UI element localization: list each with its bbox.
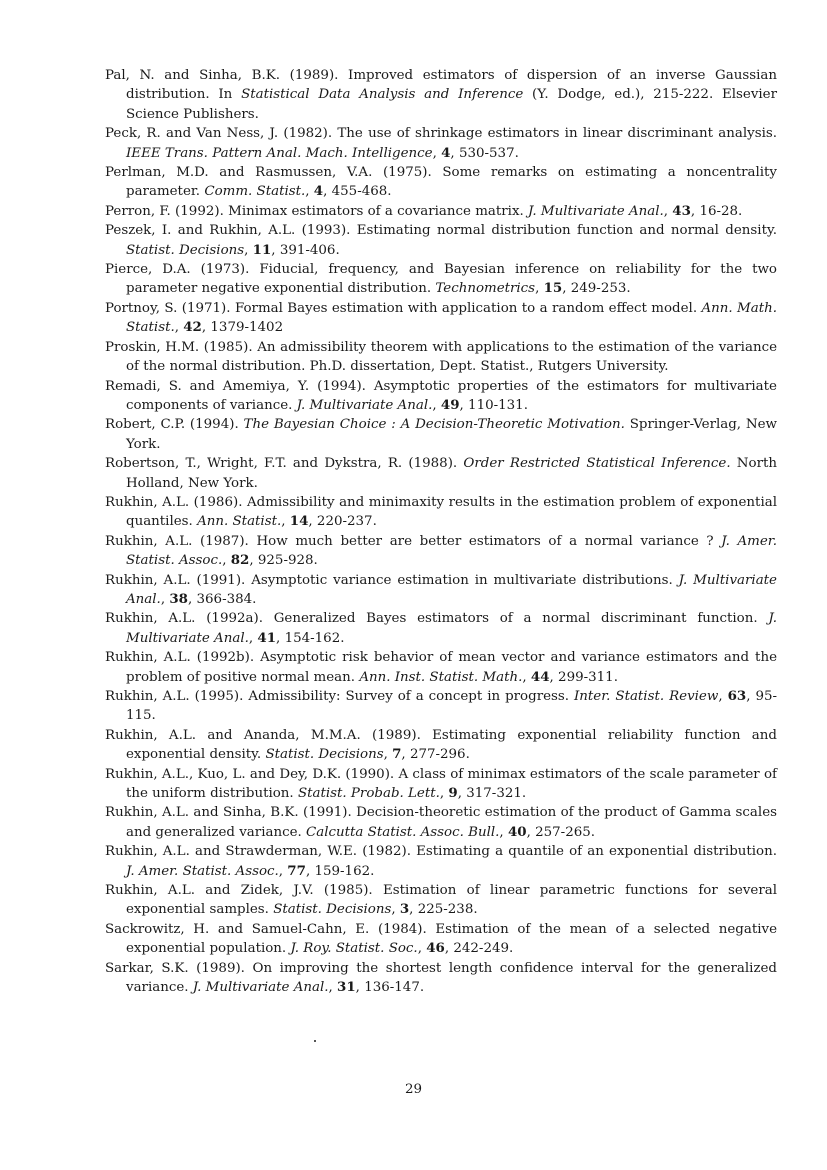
reference-entry: Rukhin, A.L. (1987). How much better are better estimators of a normal variance ? J. Amer. Statist. Assoc., 82, 925-928.: [105, 533, 777, 569]
reference-entry: Pierce, D.A. (1973). Fiducial, frequency, and Bayesian inference on reliability for the two parameter negative exponential distribution. Technometrics, 15, 249-253.: [105, 262, 777, 297]
reference-text: Decision-theoretic estimation of the product of Gamma scales and generalized variance.: [126, 805, 777, 840]
reference-authors: Rukhin, A.L. (1992b).: [105, 650, 255, 666]
reference-authors: Peszek, I. and Rukhin, A.L. (1993).: [105, 223, 351, 239]
reference-text: On improving the shortest length confidence interval for the generalized variance.: [126, 960, 778, 996]
reference-entry: Rukhin, A.L., Kuo, L. and Dey, D.K. (1990). A class of minimax estimators of the scale parameter of the uniform distribution. Statist. Probab. Lett., 9, 317-321.: [105, 766, 777, 802]
reference-text: Admissibility: Survey of a concept in progress.: [248, 689, 570, 704]
reference-source: Calcutta Statist. Assoc. Bull.: [306, 824, 500, 840]
reference-source: Ann. Statist.: [197, 514, 282, 530]
reference-text: Asymptotic variance estimation in multivariate distributions.: [251, 572, 673, 588]
reference-source: J. Multivariate Anal.: [296, 397, 433, 413]
reference-authors: Rukhin, A.L. (1992a).: [105, 611, 263, 627]
reference-text: Asymptotic properties of the estimators for multivariate components of variance.: [126, 378, 777, 413]
reference-source: Statist. Decisions: [273, 902, 392, 918]
reference-authors: Rukhin, A.L. and Sinha, B.K. (1991).: [105, 805, 352, 821]
reference-pages: Springer-Verlag, New York.: [126, 417, 777, 452]
reference-pages: 242-249.: [453, 941, 514, 957]
reference-authors: Perron, F. (1992).: [105, 203, 224, 219]
reference-volume: 77: [287, 862, 306, 879]
reference-text: Estimating exponential reliability function and exponential density.: [126, 727, 777, 763]
reference-text: Improved estimators of dispersion of an inverse Gaussian distribution. In: [126, 68, 777, 103]
reference-volume: 82: [230, 552, 250, 569]
reference-pages: 257-265.: [535, 824, 596, 840]
reference-pages: 16-28.: [699, 203, 743, 219]
reference-text: Estimating normal distribution function and normal density.: [356, 223, 777, 239]
reference-text: Asymptotic risk behavior of mean vector and variance estimators and the problem of positive normal mean.: [126, 650, 777, 685]
reference-pages: 154-162.: [284, 630, 345, 646]
reference-volume: 63: [727, 688, 747, 704]
reference-pages: 220-237.: [316, 514, 377, 530]
reference-pages: (Y. Dodge, ed.), 215-222. Elsevier Science Publishers.: [126, 87, 777, 122]
reference-source: J. Multivariate Anal.: [126, 611, 777, 646]
reference-volume: 31: [337, 979, 356, 996]
reference-source: J. Multivariate Anal.: [528, 203, 664, 219]
reference-volume: 15: [543, 280, 563, 297]
reference-authors: Peck, R. and Van Ness, J. (1982).: [105, 126, 333, 142]
reference-pages: 530-537.: [458, 145, 519, 161]
reference-source: Ann. Inst. Statist. Math.: [359, 669, 523, 685]
reference-entry: Rukhin, A.L. (1991). Asymptotic variance estimation in multivariate distributions. J. Multivariate Anal., 38, 366-384.: [105, 572, 777, 607]
reference-authors: Rukhin, A.L. and Ananda, M.M.A. (1989).: [105, 727, 421, 743]
reference-pages: 299-311.: [558, 669, 618, 685]
reference-authors: Robert, C.P. (1994).: [105, 417, 239, 433]
reference-volume: 44: [530, 668, 550, 685]
reference-volume: 46: [426, 940, 445, 957]
reference-entry: Peck, R. and Van Ness, J. (1982). The use of shrinkage estimators in linear discriminant analysis. IEEE Trans. Pattern Anal. Mach. Intelligence, 4, 530-537.: [105, 126, 777, 161]
reference-authors: Rukhin, A.L. (1991).: [105, 572, 246, 588]
reference-volume: 42: [183, 319, 202, 336]
reference-text: The use of shrinkage estimators in linear discriminant analysis.: [337, 126, 777, 142]
reference-volume: 7: [392, 746, 402, 763]
reference-source: J. Amer. Statist. Assoc.: [126, 533, 777, 569]
reference-pages: North Holland, New York.: [126, 456, 777, 491]
reference-pages: 391-406.: [279, 242, 340, 258]
reference-volume: 14: [289, 513, 309, 530]
reference-authors: Remadi, S. and Amemiya, Y. (1994).: [105, 378, 366, 394]
reference-authors: Rukhin, A.L. and Zidek, J.V. (1985).: [105, 883, 373, 899]
reference-source: The Bayesian Choice : A Decision-Theoretic Motivation.: [243, 417, 625, 433]
reference-pages: 925-928.: [257, 553, 318, 569]
reference-pages: 277-296.: [409, 747, 470, 763]
reference-authors: Rukhin, A.L. (1995).: [105, 689, 244, 704]
reference-source: J. Multivariate Anal.: [126, 572, 777, 607]
reference-pages: 95-115.: [126, 689, 778, 724]
reference-entry: [105, 454, 777, 493]
reference-source: J. Roy. Statist. Soc.: [290, 941, 418, 957]
reference-text: Estimation of linear parametric functions for several exponential samples.: [126, 883, 777, 918]
reference-entry: [105, 66, 777, 124]
reference-text: Admissibility and minimaxity results in the estimation problem of exponential quantiles.: [126, 494, 777, 530]
reference-source: Statistical Data Analysis and Inference: [241, 87, 524, 103]
reference-entry: Peszek, I. and Rukhin, A.L. (1993). Estimating normal distribution function and normal density. Statist. Decisions, 11, 391-406.: [105, 223, 777, 258]
reference-text: An admissibility theorem with applications to the estimation of the variance of the normal distribution. Ph.D. dissertation, Dept. Statist., Rutgers University.: [126, 339, 777, 375]
reference-source: J. Amer. Statist. Assoc.: [126, 863, 279, 879]
reference-text: Some remarks on estimating a noncentrality parameter.: [126, 165, 777, 200]
reference-entry: Rukhin, A.L. and Strawderman, W.E. (1982). Estimating a quantile of an exponential distribution. J. Amer. Statist. Assoc., 77, 159-162.: [105, 844, 777, 879]
reference-entry: [105, 338, 777, 377]
reference-entry: Rukhin, A.L. and Zidek, J.V. (1985). Estimation of linear parametric functions for several exponential samples. Statist. Decisions, 3, 225-238.: [105, 883, 777, 918]
reference-pages: 110-131.: [468, 397, 528, 413]
reference-source: Statist. Decisions: [126, 242, 245, 258]
reference-text: Fiducial, frequency, and Bayesian inference on reliability for the two parameter negative exponential distribution.: [126, 262, 777, 297]
reference-volume: 41: [257, 629, 277, 646]
reference-volume: 43: [672, 202, 691, 219]
reference-authors: Proskin, H.M. (1985).: [105, 339, 253, 355]
reference-entry: Rukhin, A.L. and Ananda, M.M.A. (1989). Estimating exponential reliability function and exponential density. Statist. Decisions, 7, 277-296.: [105, 727, 777, 763]
reference-entry: Rukhin, A.L. and Sinha, B.K. (1991). Decision-theoretic estimation of the product of Gamma scales and generalized variance. Calcutta Statist. Assoc. Bull., 40, 257-265.: [105, 805, 777, 840]
reference-text: Estimation of the mean of a selected negative exponential population.: [126, 921, 777, 957]
reference-pages: 1379-1402: [210, 320, 284, 336]
reference-source: Order Restricted Statistical Inference.: [463, 456, 731, 472]
reference-authors: Rukhin, A.L., Kuo, L. and Dey, D.K. (1990).: [105, 766, 395, 782]
reference-volume: 4: [313, 183, 324, 200]
reference-source: Statist. Decisions: [265, 747, 384, 763]
stray-mark: [314, 1040, 316, 1042]
reference-authors: Pierce, D.A. (1973).: [105, 262, 250, 278]
reference-pages: 159-162.: [314, 863, 375, 879]
reference-source: Ann. Math. Statist.: [126, 300, 777, 336]
reference-volume: 49: [440, 396, 460, 413]
reference-text: A class of minimax estimators of the scale parameter of the uniform distribution.: [126, 766, 777, 802]
reference-source: Inter. Statist. Review: [574, 689, 719, 704]
reference-pages: 455-468.: [331, 184, 392, 200]
reference-volume: 11: [252, 241, 272, 258]
reference-pages: 317-321.: [466, 786, 527, 802]
reference-source: Comm. Statist.: [204, 184, 306, 200]
reference-text: Minimax estimators of a covariance matrix.: [228, 203, 524, 219]
reference-authors: Robertson, T., Wright, F.T. and Dykstra, R. (1988).: [105, 456, 458, 472]
reference-authors: Rukhin, A.L. and Strawderman, W.E. (1982).: [105, 844, 411, 860]
reference-source: J. Multivariate Anal.: [192, 980, 329, 996]
reference-entry: Rukhin, A.L. (1995). Admissibility: Survey of a concept in progress. Inter. Statist. Review, 63, 95-115.: [105, 688, 778, 724]
reference-source: Statist. Probab. Lett.: [297, 786, 440, 802]
reference-authors: Rukhin, A.L. (1987).: [105, 533, 249, 549]
reference-entry: Rukhin, A.L. (1992b). Asymptotic risk behavior of mean vector and variance estimators and the problem of positive normal mean. Ann. Inst. Statist. Math., 44, 299-311.: [105, 650, 777, 685]
reference-volume: 9: [448, 785, 458, 802]
reference-entry: Remadi, S. and Amemiya, Y. (1994). Asymptotic properties of the estimators for multivariate components of variance. J. Multivariate Anal., 49, 110-131.: [105, 378, 777, 413]
page-number: 29: [404, 1082, 423, 1097]
reference-entry: Perlman, M.D. and Rasmussen, V.A. (1975). Some remarks on estimating a noncentrality parameter. Comm. Statist., 4, 455-468.: [105, 165, 777, 200]
reference-text: Formal Bayes estimation with application to a random effect model.: [234, 300, 698, 316]
reference-authors: Perlman, M.D. and Rasmussen, V.A. (1975).: [105, 165, 432, 181]
reference-volume: 40: [507, 823, 527, 840]
reference-pages: 366-384.: [196, 591, 257, 607]
reference-entry: Rukhin, A.L. (1992a). Generalized Bayes estimators of a normal discriminant function. J. Multivariate Anal., 41, 154-162.: [105, 611, 777, 646]
reference-authors: Pal, N. and Sinha, B.K. (1989).: [105, 68, 339, 83]
reference-authors: Sarkar, S.K. (1989).: [105, 960, 245, 976]
reference-pages: 225-238.: [417, 902, 478, 918]
reference-entry: Perron, F. (1992). Minimax estimators of a covariance matrix. J. Multivariate Anal., 43, 16-28.: [105, 202, 743, 219]
reference-pages: 249-253.: [570, 281, 631, 297]
reference-text: How much better are better estimators of a normal variance ?: [256, 533, 714, 549]
reference-text: Generalized Bayes estimators of a normal discriminant function.: [273, 611, 758, 627]
reference-source: Technometrics: [435, 281, 536, 297]
reference-entry: Sarkar, S.K. (1989). On improving the shortest length confidence interval for the generalized variance. J. Multivariate Anal., 31, 136-147.: [105, 960, 778, 996]
reference-entry: Rukhin, A.L. (1986). Admissibility and minimaxity results in the estimation problem of exponential quantiles. Ann. Statist., 14, 220-237.: [105, 494, 777, 530]
reference-entry: Portnoy, S. (1971). Formal Bayes estimation with application to a random effect model. Ann. Math. Statist., 42, 1379-1402: [105, 300, 777, 336]
reference-pages: 136-147.: [364, 980, 425, 996]
reference-entry: [105, 415, 777, 454]
reference-volume: 38: [169, 590, 188, 607]
reference-volume: 3: [399, 901, 410, 918]
reference-entry: Sackrowitz, H. and Samuel-Cahn, E. (1984). Estimation of the mean of a selected negative exponential population. J. Roy. Statist. Soc., 46, 242-249.: [105, 921, 777, 957]
reference-authors: Rukhin, A.L. (1986).: [105, 494, 243, 510]
reference-text: Estimating a quantile of an exponential distribution.: [416, 844, 777, 860]
reference-source: IEEE Trans. Pattern Anal. Mach. Intelligence: [126, 145, 433, 161]
reference-authors: Sackrowitz, H. and Samuel-Cahn, E. (1984).: [105, 921, 427, 937]
reference-authors: Portnoy, S. (1971).: [105, 300, 231, 316]
reference-list: [105, 66, 777, 998]
reference-volume: 4: [441, 144, 451, 161]
